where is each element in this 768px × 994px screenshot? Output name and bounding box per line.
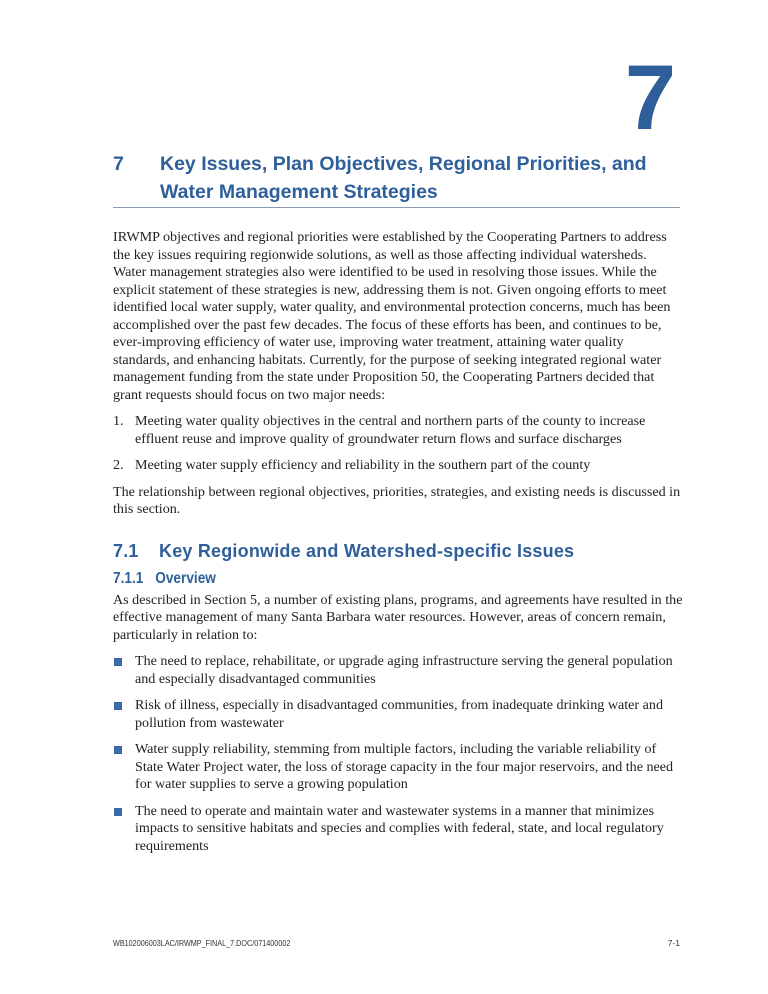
list-item-text: The need to replace, rehabilitate, or upgrade aging infrastructure serving the general population and especially disadvantaged communities: [135, 653, 673, 687]
section-title: Key Regionwide and Watershed-specific Issues: [159, 540, 575, 561]
closing-paragraph: The relationship between regional objectives, priorities, strategies, and existing needs is discussed in this section.: [113, 483, 681, 517]
section-heading-7-1: [113, 540, 683, 561]
list-item: [113, 741, 683, 794]
list-item-text: Water supply reliability, stemming from multiple factors, including the variable reliability of State Water Project water, the loss of storage capacity in the four major reservoirs, and the need for water supplies to serve a growing population: [135, 741, 674, 792]
list-item-text: Meeting water quality objectives in the central and northern parts of the county to increase effluent reuse and improve quality of groundwater return flows and surface discharges: [135, 413, 646, 447]
intro-paragraph: IRWMP objectives and regional priorities were established by the Cooperating Partners to address the key issues requiring regionwide solutions, as well as those affecting individual watersheds. Water management strategies also were identified to be used in resolving those issues. While the explicit statement of these strategies is new, addressing them is not. Given ongoing efforts to meet identified local water supply, water quality, and environmental protection concerns, much has been accomplished over the past few decades. The focus of these efforts has been, and continues to be, ever-improving efficiency of water use, improving water treatment, attaining water quality standards, and enhancing habitats. Currently, for the purpose of seeking integrated regional water management funding from the state under Proposition 50, the Cooperating Partners decided that grant requests should focus on two major needs:: [113, 229, 671, 403]
section-number: 7.1: [113, 540, 139, 561]
list-item: [113, 457, 683, 475]
chapter-title-text: Key Issues, Plan Objectives, Regional Priorities, and Water Management Strategies: [160, 153, 647, 203]
needs-list: [113, 413, 683, 475]
title-divider: [113, 207, 680, 208]
list-item: [113, 413, 683, 448]
subsection-title: Overview: [155, 570, 216, 587]
chapter-big-number: 7: [624, 47, 676, 149]
concerns-list: [113, 653, 683, 855]
footer-page-number: 7-1: [667, 938, 680, 948]
list-marker: 2.: [113, 457, 124, 473]
chapter-title: [113, 150, 680, 206]
overview-paragraph: As described in Section 5, a number of existing plans, programs, and agreements have resulted in the effective management of many Santa Barbara water resources. However, areas of concern remain, particularly in relation to:: [113, 591, 683, 643]
body-content: [113, 229, 683, 864]
square-bullet-icon: [114, 746, 122, 754]
subsection-heading-7-1-1: [113, 570, 615, 588]
list-item: [113, 697, 683, 732]
subsection-number: 7.1.1: [113, 570, 144, 587]
list-item-text: Meeting water supply efficiency and reliability in the southern part of the county: [135, 457, 591, 473]
list-item-text: The need to operate and maintain water and wastewater systems in a manner that minimizes impacts to sensitive habitats and species and complies with federal, state, and local regulatory requirements: [135, 802, 664, 854]
footer-doc-id: WB102006003LAC/IRWMP_FINAL_7.DOC/071400002: [113, 938, 291, 948]
page-footer: [113, 938, 680, 948]
square-bullet-icon: [114, 808, 122, 816]
chapter-number: 7: [113, 153, 124, 175]
list-marker: 1.: [113, 413, 124, 429]
list-item: [113, 653, 683, 688]
square-bullet-icon: [114, 658, 122, 666]
list-item-text: Risk of illness, especially in disadvantaged communities, from inadequate drinking water and pollution from wastewater: [135, 697, 663, 731]
list-item: [113, 803, 683, 856]
square-bullet-icon: [114, 702, 122, 710]
